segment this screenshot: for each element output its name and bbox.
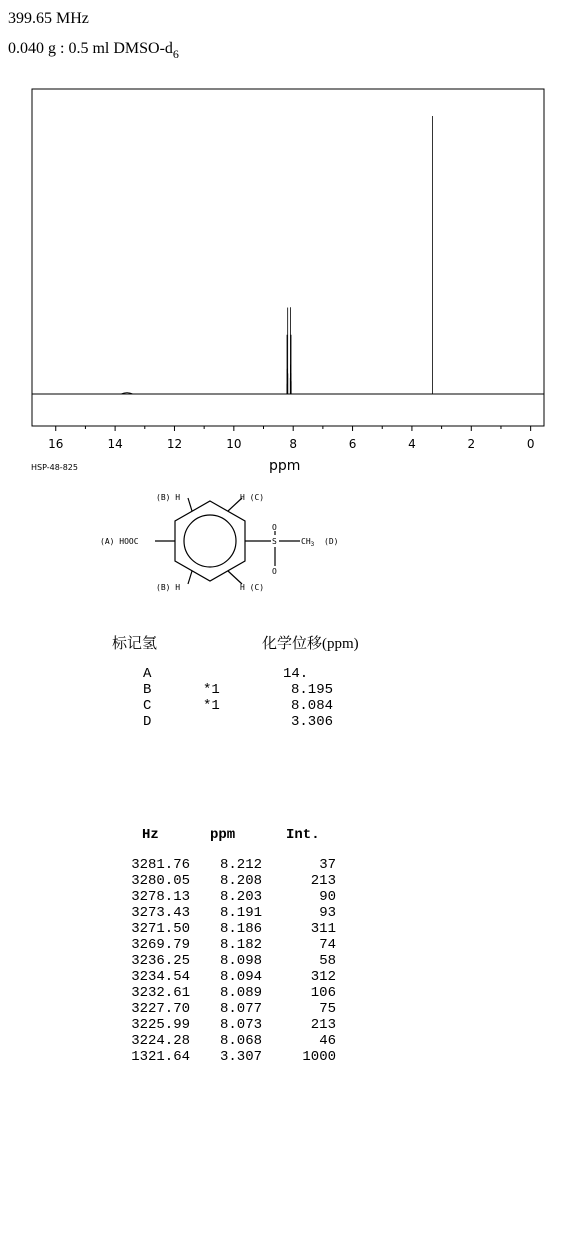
spectrometer-frequency: 399.65 MHz bbox=[8, 10, 89, 27]
cell-int: 58 bbox=[319, 953, 336, 969]
table-row bbox=[116, 857, 346, 873]
table-row bbox=[116, 937, 346, 953]
table-row bbox=[116, 889, 346, 905]
cell-hz: 3236.25 bbox=[131, 953, 190, 969]
cell-hz: 3225.99 bbox=[131, 1017, 190, 1033]
cell-ppm: 8.212 bbox=[219, 857, 262, 873]
benzene-ring bbox=[175, 501, 245, 581]
chemical-structure bbox=[100, 486, 360, 616]
spectrum-code: HSP-48-825 bbox=[31, 463, 78, 472]
assignment-label: C bbox=[143, 698, 152, 714]
x-tick-label: 6 bbox=[348, 437, 357, 451]
assignment-label: D bbox=[143, 714, 152, 730]
peak-table-body bbox=[116, 857, 346, 1065]
label-d: (D) bbox=[324, 537, 339, 546]
cell-ppm: 8.182 bbox=[219, 937, 262, 953]
cell-int: 74 bbox=[319, 937, 336, 953]
assignment-shift: 8.084 bbox=[291, 698, 334, 714]
cell-ppm: 8.068 bbox=[219, 1033, 262, 1049]
label-ch3-sub: 3 bbox=[310, 541, 315, 548]
cell-int: 213 bbox=[310, 1017, 336, 1033]
cell-int: 75 bbox=[319, 1001, 336, 1017]
cell-int: 213 bbox=[310, 873, 336, 889]
label-sulfur: S bbox=[272, 537, 277, 546]
assignment-label: B bbox=[143, 682, 152, 698]
sample-text: 0.040 g : 0.5 ml DMSO-d bbox=[8, 40, 173, 57]
assignment-row bbox=[143, 682, 403, 698]
cell-hz: 3271.50 bbox=[131, 921, 190, 937]
cell-ppm: 3.307 bbox=[219, 1049, 262, 1065]
cell-ppm: 8.089 bbox=[219, 985, 262, 1001]
cell-int: 93 bbox=[319, 905, 336, 921]
label-oxygen-bottom: O bbox=[272, 567, 277, 576]
cell-hz: 3234.54 bbox=[131, 969, 190, 985]
sample-subscript: 6 bbox=[172, 47, 179, 61]
cell-hz: 3281.76 bbox=[131, 857, 190, 873]
label-ch3-main: CH bbox=[301, 537, 311, 546]
cell-hz: 3280.05 bbox=[131, 873, 190, 889]
x-tick-label: 8 bbox=[289, 437, 298, 451]
assignment-row bbox=[143, 714, 403, 730]
label-oxygen-top: O bbox=[272, 523, 277, 532]
table-row bbox=[116, 873, 346, 889]
cell-int: 1000 bbox=[302, 1049, 336, 1065]
cell-hz: 3232.61 bbox=[131, 985, 190, 1001]
peak-list-table bbox=[116, 827, 346, 1065]
cell-hz: 1321.64 bbox=[131, 1049, 190, 1065]
cell-int: 312 bbox=[310, 969, 336, 985]
nmr-spectrum-chart bbox=[0, 80, 570, 455]
benzene-inner-circle bbox=[184, 515, 236, 567]
label-a-hooc: (A) HOOC bbox=[100, 537, 139, 546]
cell-ppm: 8.186 bbox=[219, 921, 262, 937]
assignment-note: *1 bbox=[203, 698, 220, 714]
peaks-layer bbox=[121, 116, 433, 394]
assignment-shift: 8.195 bbox=[291, 682, 334, 698]
cell-hz: 3224.28 bbox=[131, 1033, 190, 1049]
cell-hz: 3227.70 bbox=[131, 1001, 190, 1017]
bond-h-top-left bbox=[188, 498, 192, 511]
x-tick-label: 0 bbox=[526, 437, 535, 451]
cell-int: 37 bbox=[319, 857, 336, 873]
label-ch3 bbox=[301, 537, 315, 548]
header-int: Int. bbox=[286, 827, 320, 843]
cell-ppm: 8.077 bbox=[219, 1001, 262, 1017]
table-row bbox=[116, 1033, 346, 1049]
peak-table-header bbox=[116, 827, 346, 843]
cell-ppm: 8.203 bbox=[219, 889, 262, 905]
label-c-bottom: H (C) bbox=[240, 583, 265, 592]
cell-hz: 3273.43 bbox=[131, 905, 190, 921]
table-row bbox=[116, 1001, 346, 1017]
table-row bbox=[116, 953, 346, 969]
cell-int: 46 bbox=[319, 1033, 336, 1049]
label-b-bottom: (B) H bbox=[156, 583, 181, 592]
assignment-row bbox=[143, 698, 403, 714]
assignment-shift: 14. bbox=[283, 666, 309, 682]
x-axis-ticks bbox=[48, 426, 534, 451]
cell-ppm: 8.073 bbox=[219, 1017, 262, 1033]
cell-ppm: 8.208 bbox=[219, 873, 262, 889]
label-b-top: (B) H bbox=[156, 493, 181, 502]
bond-h-bottom-left bbox=[188, 571, 192, 584]
label-c-top: H (C) bbox=[240, 493, 265, 502]
x-tick-label: 10 bbox=[226, 437, 242, 451]
assignment-shift: 3.306 bbox=[291, 714, 334, 730]
assignment-header-label: 标记氢 bbox=[112, 636, 158, 652]
x-tick-label: 12 bbox=[166, 437, 183, 451]
assignment-label: A bbox=[143, 666, 152, 682]
cell-int: 90 bbox=[319, 889, 336, 905]
cell-ppm: 8.191 bbox=[219, 905, 262, 921]
cell-ppm: 8.094 bbox=[219, 969, 262, 985]
x-tick-label: 14 bbox=[107, 437, 123, 451]
x-tick-label: 4 bbox=[408, 437, 416, 451]
cell-int: 106 bbox=[310, 985, 336, 1001]
sample-description bbox=[8, 40, 179, 62]
assignment-row bbox=[143, 666, 403, 682]
header-ppm: ppm bbox=[210, 827, 236, 843]
assignment-note: *1 bbox=[203, 682, 220, 698]
table-row bbox=[116, 1017, 346, 1033]
x-tick-label: 16 bbox=[48, 437, 64, 451]
cell-ppm: 8.098 bbox=[219, 953, 262, 969]
x-tick-label: 2 bbox=[467, 437, 476, 451]
assignment-table bbox=[143, 666, 403, 730]
assignment-header-shift: 化学位移(ppm) bbox=[262, 636, 359, 652]
table-row bbox=[116, 969, 346, 985]
table-row bbox=[116, 905, 346, 921]
cell-hz: 3269.79 bbox=[131, 937, 190, 953]
table-row bbox=[116, 921, 346, 937]
x-axis-label: ppm bbox=[269, 458, 301, 474]
cell-int: 311 bbox=[310, 921, 336, 937]
table-row bbox=[116, 985, 346, 1001]
header-hz: Hz bbox=[142, 827, 159, 843]
cell-hz: 3278.13 bbox=[131, 889, 190, 905]
table-row bbox=[116, 1049, 346, 1065]
